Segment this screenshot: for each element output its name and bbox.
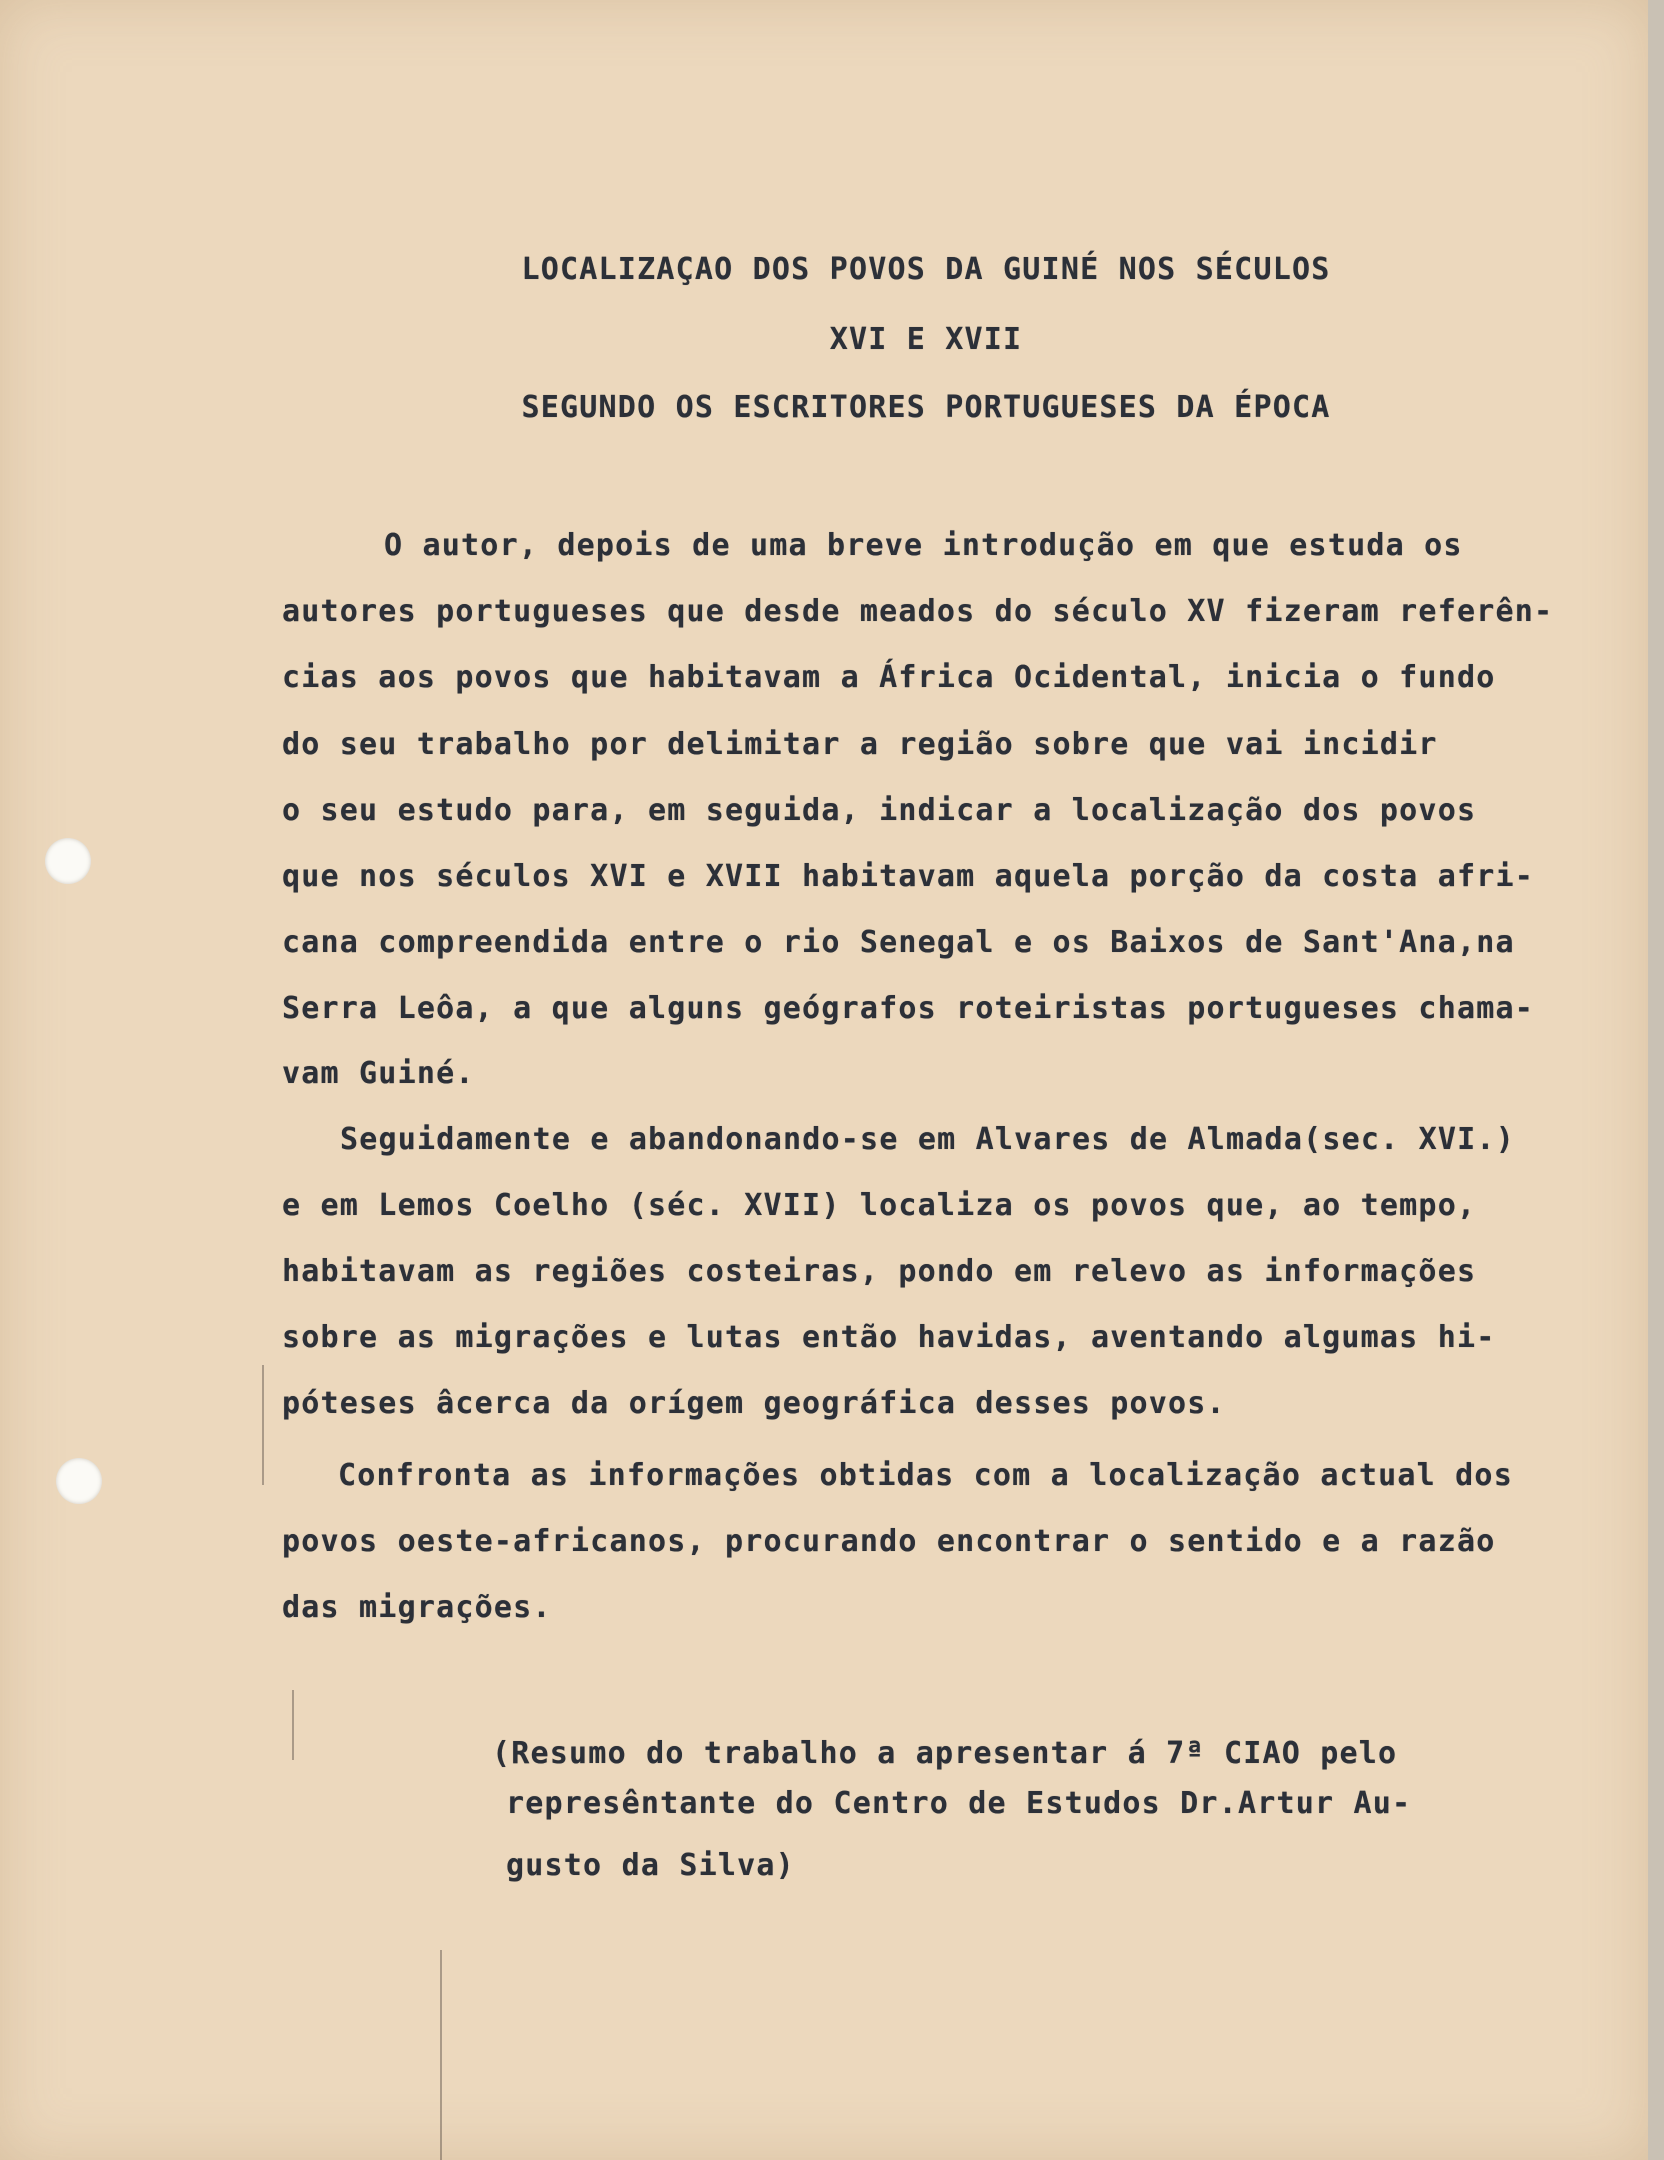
body-line: Confronta as informações obtidas com a localização actual dos [338,1458,1513,1493]
body-line: e em Lemos Coelho (séc. XVII) localiza os povos que, ao tempo, [282,1188,1477,1223]
punch-hole [45,838,91,884]
body-line: póteses âcerca da orígem geográfica desses povos. [282,1386,1226,1421]
body-line: Serra Leôa, a que alguns geógrafos roteiristas portugueses chama- [282,991,1534,1026]
margin-pencil-mark [292,1690,294,1760]
body-line: das migrações. [282,1590,552,1625]
body-line: Seguidamente e abandonando-se em Alvares de Almada(sec. XVI.) [340,1122,1515,1157]
body-line: habitavam as regiões costeiras, pondo em relevo as informações [282,1254,1477,1289]
body-line: cana compreendida entre o rio Senegal e os Baixos de Sant'Ana,na [282,925,1515,960]
body-line: O autor, depois de uma breve introdução em que estuda os [384,528,1463,563]
document-title-line-1: LOCALIZAÇAO DOS POVOS DA GUINÉ NOS SÉCULOS [521,252,1331,287]
background-edge [1648,0,1664,2160]
punch-hole [56,1458,102,1504]
margin-pencil-mark [262,1365,264,1485]
body-line: sobre as migrações e lutas então havidas, aventando algumas hi- [282,1320,1496,1355]
body-line: do seu trabalho por delimitar a região sobre que vai incidir [282,727,1438,762]
body-line: o seu estudo para, em seguida, indicar a localização dos povos [282,793,1477,828]
summary-line: gusto da Silva) [506,1848,795,1883]
body-line: que nos séculos XVI e XVII habitavam aquela porção da costa afri- [282,859,1534,894]
document-title-line-3: SEGUNDO OS ESCRITORES PORTUGUESES DA ÉPOCA [521,390,1331,425]
margin-pencil-mark [440,1950,442,2160]
body-line: vam Guiné. [282,1056,475,1091]
summary-line: (Resumo do trabalho a apresentar á 7ª CIAO pelo [492,1736,1398,1771]
body-line: cias aos povos que habitavam a África Ocidental, inicia o fundo [282,660,1496,695]
body-line: povos oeste-africanos, procurando encontrar o sentido e a razão [282,1524,1496,1559]
summary-line: represêntante do Centro de Estudos Dr.Artur Au- [506,1786,1412,1821]
document-title-line-2: XVI E XVII [829,322,1023,357]
body-line: autores portugueses que desde meados do século XV fizeram referên- [282,594,1554,629]
